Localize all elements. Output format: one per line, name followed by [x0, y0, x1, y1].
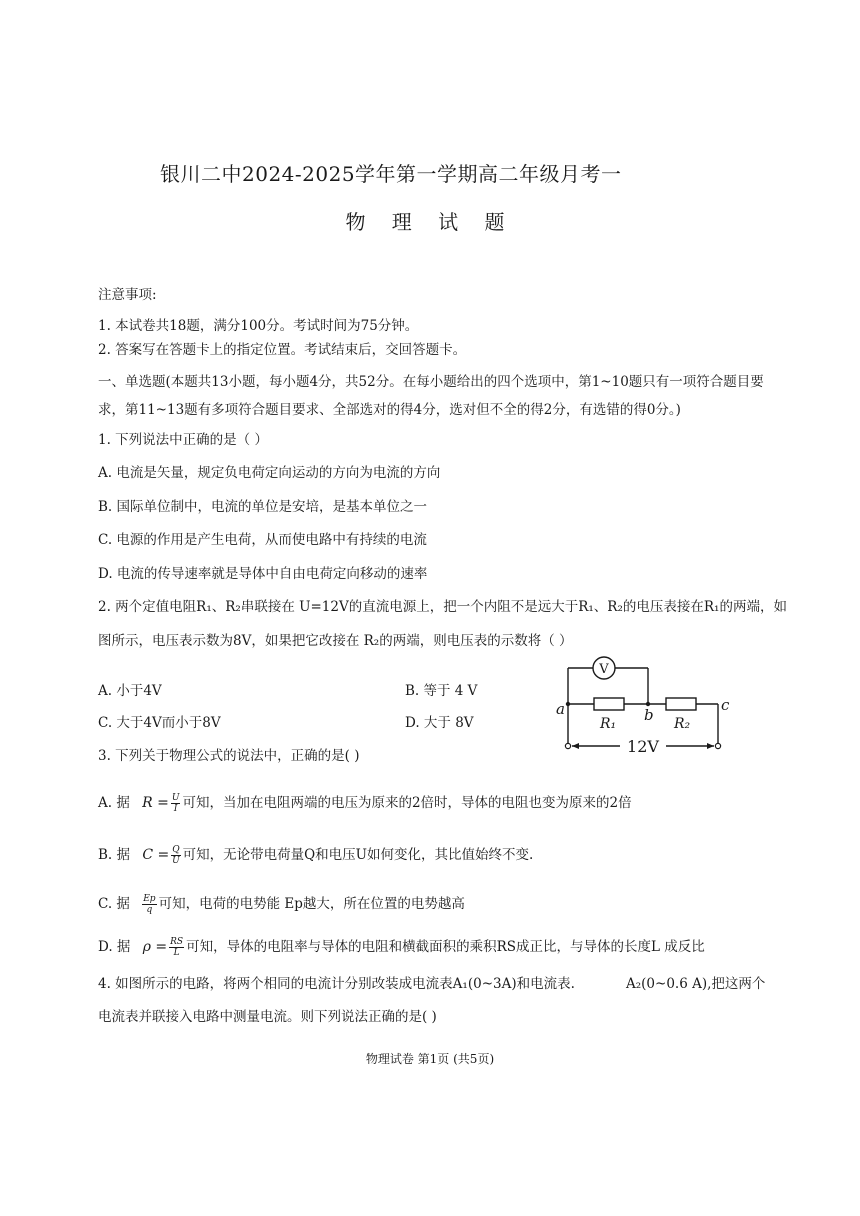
- q1-option-c: C. 电源的作用是产生电荷，从而使电路中有持续的电流: [98, 532, 427, 548]
- q3-b-lhs: C =: [142, 847, 170, 863]
- q3-option-d: [98, 937, 705, 958]
- q3-d-prefix: D. 据: [98, 939, 131, 955]
- q3-b-denominator: U: [172, 856, 180, 866]
- q2-stem-line1: 2. 两个定值电阻R₁、R₂串联接在 U=12V的直流电源上，把一个内阻不是远大于R₁、R₂的电压表接在R₁的两端，如: [98, 599, 787, 615]
- q3-option-a: [98, 793, 632, 814]
- section1-instructions-line2: 求，第11~13题有多项符合题目要求、全部选对的得4分，选对但不全的得2分，有选错的得0分。): [98, 402, 681, 418]
- resistor-r1: [594, 698, 624, 710]
- q3-a-prefix: A. 据: [98, 795, 130, 811]
- q4-stem-line2: 电流表并联接入电路中测量电流。则下列说法正确的是( ): [98, 1009, 437, 1025]
- subject-title: 物 理 试 题: [345, 210, 515, 234]
- note-item-2: 2. 答案写在答题卡上的指定位置。考试结束后，交回答题卡。: [98, 342, 467, 358]
- q3-c-prefix: C. 据: [98, 896, 130, 912]
- q1-stem: 1. 下列说法中正确的是（ ）: [98, 432, 268, 448]
- q2-option-d: D. 大于 8V: [405, 715, 474, 731]
- page-footer: 物理试卷 第1页 (共5页): [365, 1052, 495, 1066]
- r1-label: R₁: [600, 716, 617, 732]
- section1-instructions-line1: 一、单选题(本题共13小题，每小题4分，共52分。在每小题给出的四个选项中，第1~10题只有一项符合题目要: [98, 374, 764, 390]
- q3-d-denominator: L: [173, 948, 180, 958]
- school-title: 银川二中2024-2025学年第一学期高二年级月考一: [160, 162, 622, 186]
- q2-circuit-figure: [548, 648, 738, 760]
- q3-a-lhs: R =: [142, 795, 169, 811]
- q1-option-b: B. 国际单位制中，电流的单位是安培，是基本单位之一: [98, 499, 428, 515]
- resistor-r2: [666, 698, 696, 710]
- arrowhead-left: [572, 743, 579, 749]
- q3-option-b: [98, 845, 533, 866]
- q3-a-text: 可知，当加在电阻两端的电压为原来的2倍时，导体的电阻也变为原来的2倍: [182, 795, 632, 811]
- arrowhead-right: [707, 743, 714, 749]
- node-c-label: c: [721, 696, 730, 714]
- q2-option-b: B. 等于 4 V: [405, 683, 478, 699]
- q3-d-lhs: ρ =: [142, 939, 168, 955]
- q3-b-fraction: [171, 845, 180, 866]
- q3-c-fraction: [142, 894, 156, 915]
- q2-option-c: C. 大于4V而小于8V: [98, 715, 221, 731]
- q3-c-text: 可知，电荷的电势能 Ep越大，所在位置的电势越高: [158, 896, 465, 912]
- notes-heading: 注意事项:: [98, 287, 157, 303]
- q3-a-denominator: I: [173, 804, 178, 814]
- voltmeter-label: V: [599, 662, 609, 677]
- q3-d-text: 可知，导体的电阻率与导体的电阻和横截面积的乘积RS成正比，与导体的长度L 成反比: [186, 939, 705, 955]
- q3-b-prefix: B. 据: [98, 847, 131, 863]
- q1-option-d: D. 电流的传导速率就是导体中自由电荷定向移动的速率: [98, 566, 428, 582]
- q3-option-c: [98, 894, 465, 915]
- q3-c-denominator: q: [146, 905, 153, 915]
- q3-stem: 3. 下列关于物理公式的说法中，正确的是( ): [98, 748, 360, 764]
- q2-stem-line2: 图所示，电压表示数为8V，如果把它改接在 R₂的两端，则电压表的示数将（ ）: [98, 633, 573, 649]
- q4-stem-line1a: 4. 如图所示的电路，将两个相同的电流计分别改装成电流表A₁(0~3A)和电流表.: [98, 976, 575, 992]
- voltage-label: 12V: [627, 737, 659, 756]
- terminal-left: [565, 743, 570, 748]
- node-a-dot: [566, 702, 570, 706]
- r2-label: R₂: [674, 716, 691, 732]
- q3-d-fraction: [169, 937, 184, 958]
- q4-stem-line1b: A₂(0~0.6 A),把这两个: [626, 976, 766, 992]
- q2-option-a: A. 小于4V: [98, 683, 162, 699]
- q1-option-a: A. 电流是矢量，规定负电荷定向运动的方向为电流的方向: [98, 465, 441, 481]
- q3-c-numerator: Ep: [143, 894, 156, 904]
- q3-a-fraction: [171, 793, 181, 814]
- q3-b-numerator: Q: [172, 845, 180, 855]
- node-a-label: a: [556, 700, 565, 718]
- node-b-label: b: [644, 706, 654, 724]
- q3-b-text: 可知，无论带电荷量Q和电压U如何变化，其比值始终不变.: [182, 847, 534, 863]
- q3-d-numerator: RS: [170, 937, 184, 947]
- terminal-right: [715, 743, 720, 748]
- note-item-1: 1. 本试卷共18题，满分100分。考试时间为75分钟。: [98, 318, 419, 334]
- q3-a-numerator: U: [171, 793, 180, 803]
